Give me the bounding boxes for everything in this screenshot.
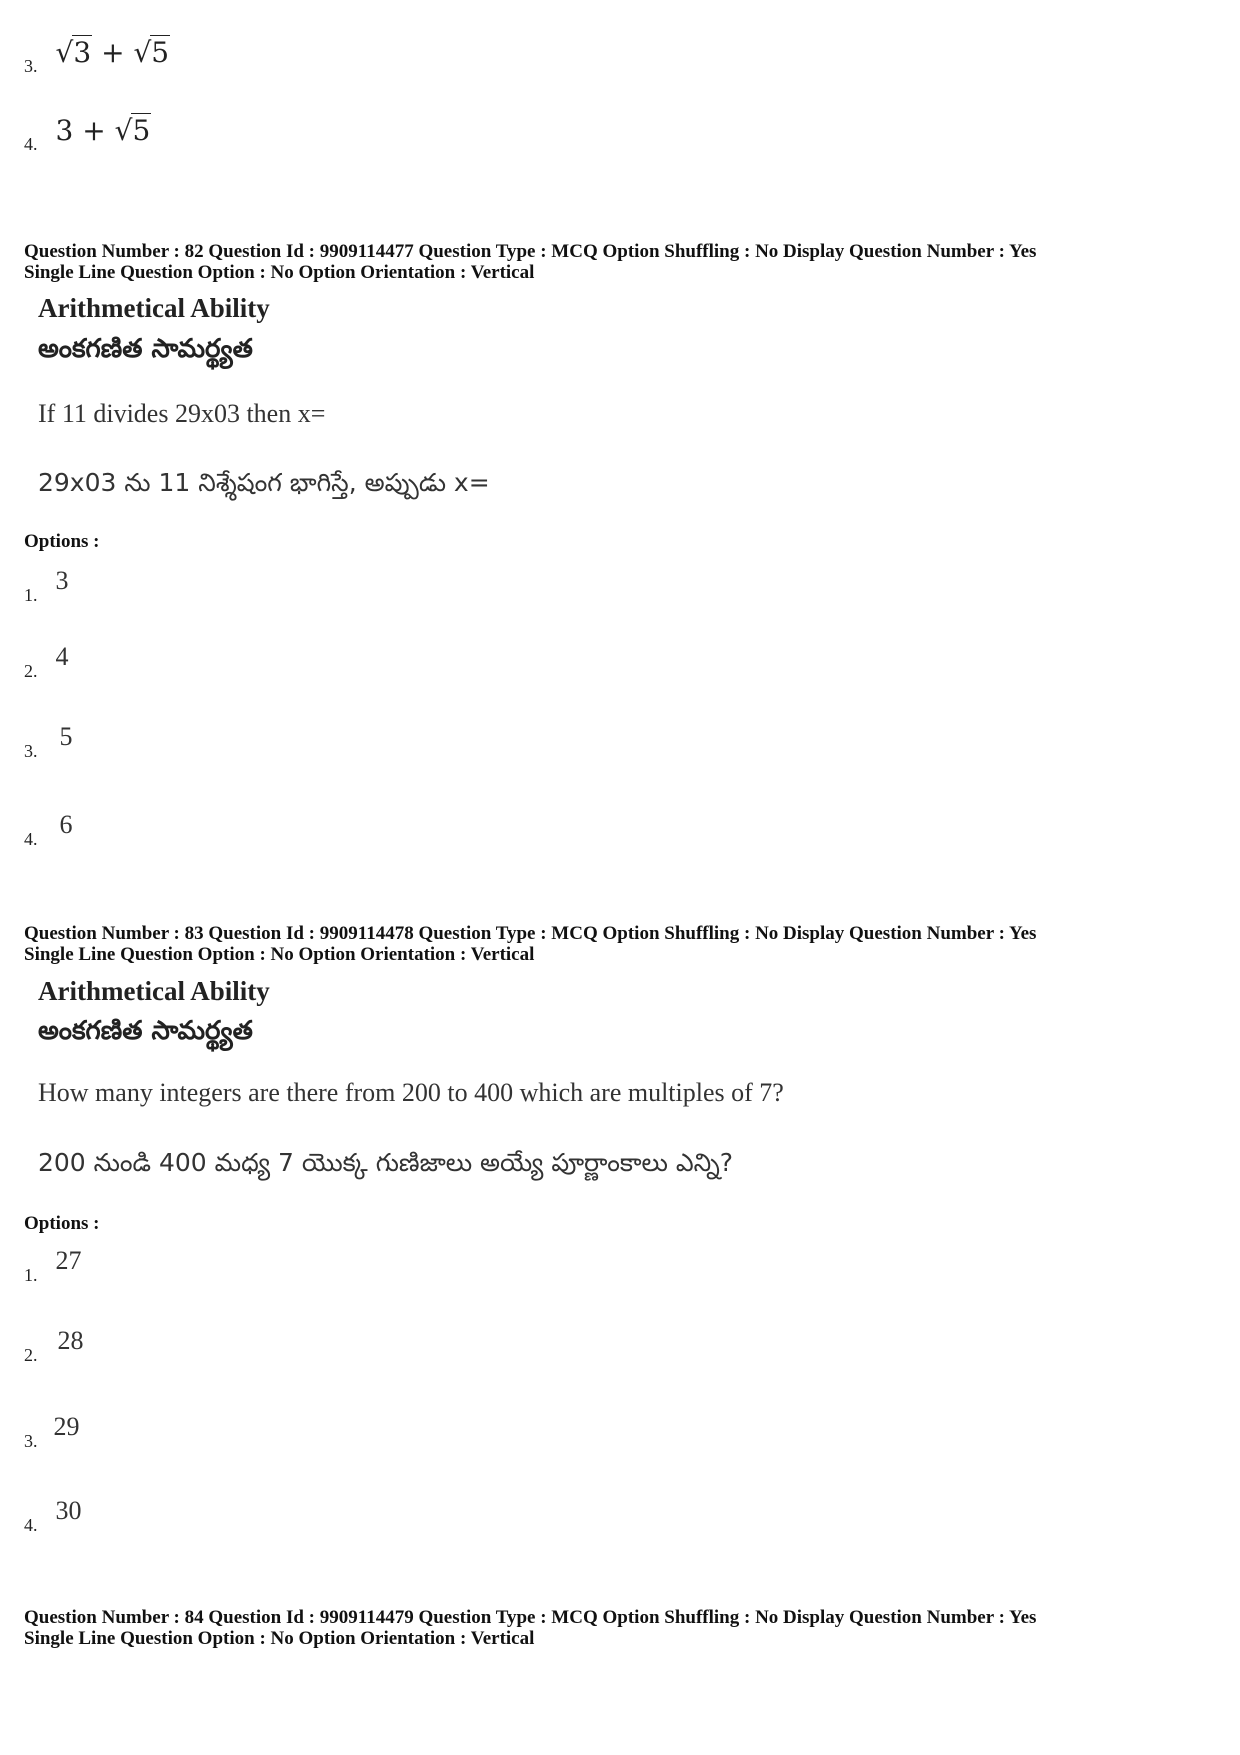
question-meta-line2: Single Line Question Option : No Option Orientation : Vertical <box>24 262 535 283</box>
question-meta-line1: Question Number : 82 Question Id : 9909114477 Question Type : MCQ Option Shuffling : No Display Question Number : Yes <box>24 241 1037 262</box>
radical-sign: √ <box>55 36 74 69</box>
subject-english: Arithmetical Ability <box>38 976 270 1006</box>
radicand: 5 <box>132 114 151 147</box>
option-4[interactable] <box>24 1496 82 1535</box>
option-number: 2. <box>24 1345 38 1365</box>
option-1[interactable] <box>24 566 69 605</box>
option-value: 29 <box>53 1412 80 1441</box>
question-meta-line1: Question Number : 83 Question Id : 9909114478 Question Type : MCQ Option Shuffling : No Display Question Number : Yes <box>24 923 1037 944</box>
plus-sign: + <box>101 36 125 69</box>
option-4[interactable] <box>24 810 73 849</box>
radical-sign: √ <box>114 114 133 147</box>
subject-english: Arithmetical Ability <box>38 293 270 323</box>
radicand: 5 <box>151 36 170 69</box>
option-number: 3. <box>24 1431 38 1451</box>
option-value: 5 <box>59 722 73 751</box>
radicand: 3 <box>73 36 92 69</box>
prev-option-4[interactable] <box>24 114 151 154</box>
option-value: 27 <box>55 1246 82 1275</box>
option-2[interactable] <box>24 1326 84 1365</box>
plus-sign: + <box>82 114 106 147</box>
option-value: 3 <box>55 566 69 595</box>
option-number: 3. <box>24 56 38 76</box>
question-meta-line1: Question Number : 84 Question Id : 9909114479 Question Type : MCQ Option Shuffling : No Display Question Number : Yes <box>24 1607 1037 1628</box>
option-number: 1. <box>24 1265 38 1285</box>
options-label: Options : <box>24 531 100 552</box>
option-value: 30 <box>55 1496 82 1525</box>
radical-sign: √ <box>133 36 152 69</box>
option-number: 1. <box>24 585 38 605</box>
option-2[interactable] <box>24 642 69 681</box>
option-3[interactable] <box>24 722 73 761</box>
option-value: 6 <box>59 810 73 839</box>
question-meta-line2: Single Line Question Option : No Option Orientation : Vertical <box>24 1628 535 1649</box>
option-number: 4. <box>24 829 38 849</box>
subject-telugu: అంకగణిత సామర్థ్యత <box>38 334 253 364</box>
option-math <box>56 36 171 69</box>
question-text-telugu: 29x03 ను 11 నిశ్శేషంగ భాగిస్తే, అప్పుడు x= <box>38 468 490 497</box>
option-number: 3. <box>24 741 38 761</box>
question-text-english: If 11 divides 29x03 then x= <box>38 399 326 428</box>
option-3[interactable] <box>24 1412 80 1451</box>
option-math <box>56 114 152 147</box>
question-text-english: How many integers are there from 200 to 400 which are multiples of 7? <box>38 1078 784 1107</box>
option-1[interactable] <box>24 1246 82 1285</box>
option-value: 4 <box>55 642 69 671</box>
option-value: 28 <box>57 1326 84 1355</box>
prev-option-3[interactable] <box>24 36 170 76</box>
option-number: 2. <box>24 661 38 681</box>
question-text-telugu: 200 నుండి 400 మధ్య 7 యొక్క గుణిజాలు అయ్యే పూర్ణాంకాలు ఎన్ని? <box>38 1148 733 1177</box>
question-meta-line2: Single Line Question Option : No Option Orientation : Vertical <box>24 944 535 965</box>
options-label: Options : <box>24 1213 100 1234</box>
subject-telugu: అంకగణిత సామర్థ్యత <box>38 1016 253 1046</box>
option-number: 4. <box>24 1515 38 1535</box>
option-number: 4. <box>24 134 38 154</box>
term: 3 <box>55 114 74 147</box>
